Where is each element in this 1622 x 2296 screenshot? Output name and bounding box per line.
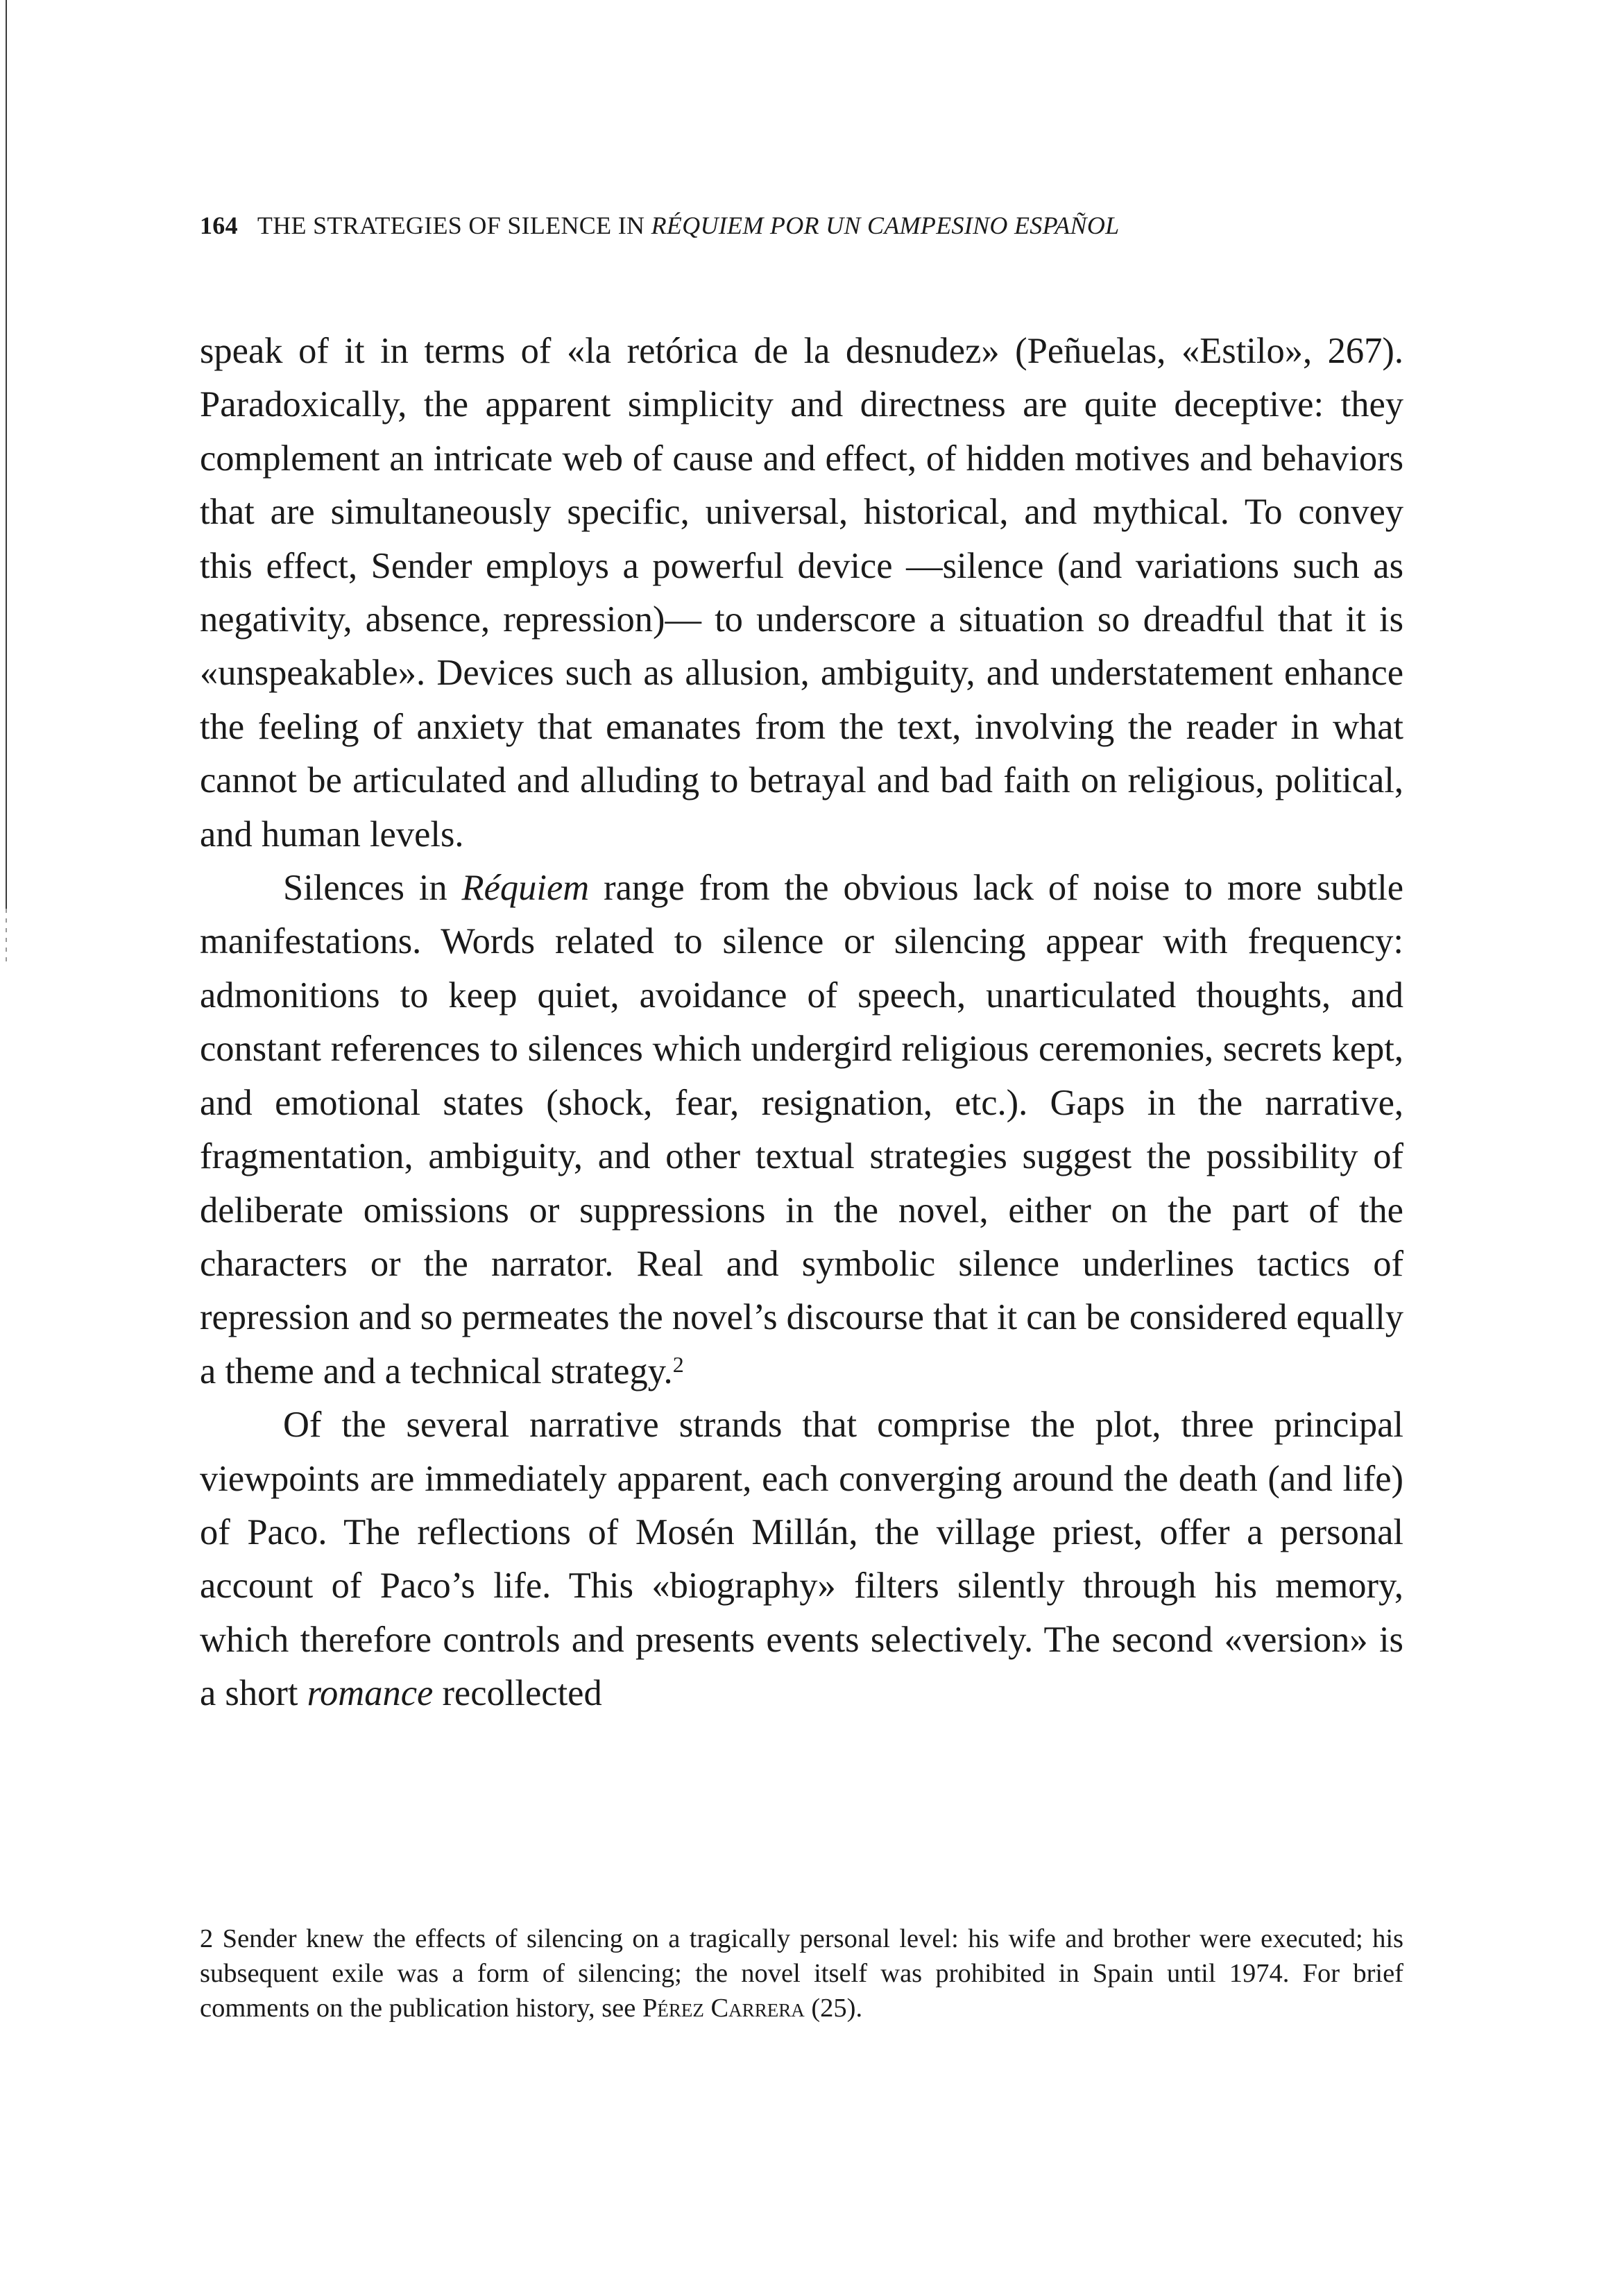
body-text <box>200 325 1403 1721</box>
paragraph-3-start: Of the several narrative strands that comprise the plot, three principal viewpoints are immediately apparent, each converging around the death (and life) of Paco. The reflections of Mosén Millán, the village priest, offer a personal account of Paco’s life. This «biography» filters silently through his memory, which therefore controls and presents events selectively. The second «version» is a short <box>200 1405 1403 1714</box>
footnote-body: 2 Sender knew the effects of silencing on a tragically personal level: his wife and brother were executed; his subsequent exile was a form of silencing; the novel itself was prohibited in Spain until 1974. For brief comments on the publication history, see <box>200 1924 1403 2023</box>
running-title-italic: RÉQUIEM POR UN CAMPESINO ESPAÑOL <box>651 212 1120 239</box>
footnote <box>200 1921 1403 2025</box>
page-number: 164 <box>200 212 238 239</box>
paragraph-2-rest: range from the obvious lack of noise to more subtle manifestations. Words related to silence or silencing appear with frequency: admonitions to keep quiet, avoidance of speech, unarticulated thoughts, and constant references to silences which undergird religious ceremonies, secrets kept, and emotional states (shock, fear, resignation, etc.). Gaps in the narrative, fragmentation, ambiguity, and other textual strategies suggest the possibility of deliberate omissions or suppressions in the novel, either on the part of the characters or the narrator. Real and symbolic silence underlines tactics of repression and so permeates the novel’s discourse that it can be considered equally a theme and a technical strategy. <box>200 868 1404 1391</box>
footnote-author: Pérez Carrera <box>642 1994 805 2023</box>
paragraph-3-italic: romance <box>307 1673 434 1714</box>
paragraph-2 <box>200 862 1403 1398</box>
footnote-reference: (25). <box>804 1994 863 2023</box>
paragraph-2-start: Silences in <box>283 868 462 909</box>
paragraph-3-end: recollected <box>433 1673 602 1714</box>
running-header <box>200 211 1119 240</box>
running-title: THE STRATEGIES OF SILENCE IN <box>257 212 651 239</box>
paragraph-3 <box>200 1398 1403 1720</box>
paragraph-1: speak of it in terms of «la retórica de la desnudez» (Peñuelas, «Estilo», 267). Paradoxically, the apparent simplicity and directness are quite deceptive: they complement an intricate web of cause and effect, of hidden motives and behaviors that are simultaneously specific, universal, historical, and mythical. To convey this effect, Sender employs a powerful device —silence (and variations such as negativity, absence, repression)— to underscore a situation so dreadful that it is «unspeakable». Devices such as allusion, ambiguity, and understatement enhance the feeling of anxiety that emanates from the text, involving the reader in what cannot be articulated and alluding to betrayal and bad faith on religious, political, and human levels. <box>200 331 1403 855</box>
footnote-marker[interactable]: 2 <box>672 1351 684 1377</box>
scan-edge-line <box>6 0 7 909</box>
paragraph-2-italic: Réquiem <box>461 868 590 909</box>
footnote-text <box>200 1921 1403 2025</box>
scan-edge-line-faint <box>6 909 7 964</box>
